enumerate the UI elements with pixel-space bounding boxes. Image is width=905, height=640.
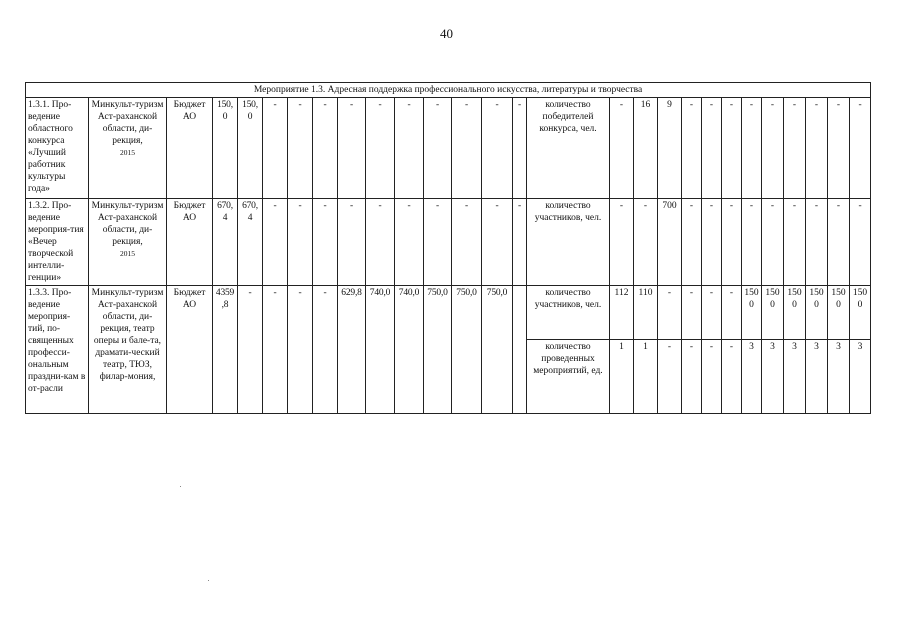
amount-cell: 670,4 xyxy=(213,199,238,286)
indicator-label: количество проведенных мероприятий, ед. xyxy=(527,340,610,414)
amount-cell: - xyxy=(288,98,313,199)
amount-cell: - xyxy=(482,98,513,199)
indicator-value: - xyxy=(610,98,634,199)
amount-cell: - xyxy=(313,199,338,286)
indicator-value: - xyxy=(702,199,722,286)
table-row xyxy=(26,98,871,199)
indicator-value: 1500 xyxy=(762,286,784,340)
indicator-value: - xyxy=(702,98,722,199)
measure-name: 1.3.1. Про-ведение областного конкурса «Лучший работник культуры года» xyxy=(26,98,89,199)
indicator-value: - xyxy=(762,98,784,199)
amount-cell: 670,4 xyxy=(238,199,263,286)
indicator-value: - xyxy=(828,98,850,199)
indicator-value: 3 xyxy=(742,340,762,414)
page-number: 40 xyxy=(440,26,453,41)
amount-cell: 750,0 xyxy=(452,286,482,414)
indicator-value: 16 xyxy=(634,98,658,199)
indicator-value: - xyxy=(682,98,702,199)
amount-cell: 150,0 xyxy=(213,98,238,199)
executor-text: Минкульт-туризм Аст-раханской области, ди-рекция, xyxy=(91,201,164,247)
scan-speck xyxy=(180,486,181,487)
amount-cell: 740,0 xyxy=(366,286,395,414)
indicator-value: - xyxy=(722,286,742,340)
amount-cell: 4359,8 xyxy=(213,286,238,414)
indicator-value: 110 xyxy=(634,286,658,340)
funding-source: Бюджет АО xyxy=(167,286,213,414)
amount-cell: - xyxy=(513,98,527,199)
indicator-value: - xyxy=(806,199,828,286)
executor xyxy=(89,199,167,286)
event-header-row xyxy=(26,83,871,98)
amount-cell: 750,0 xyxy=(482,286,513,414)
amount-cell xyxy=(513,286,527,414)
program-table xyxy=(25,82,871,414)
executor xyxy=(89,98,167,199)
amount-cell: - xyxy=(338,199,366,286)
indicator-value: 3 xyxy=(806,340,828,414)
indicator-value: 1500 xyxy=(828,286,850,340)
amount-cell: 629,8 xyxy=(338,286,366,414)
executor xyxy=(89,286,167,414)
executor-year: 2015 xyxy=(120,148,135,157)
amount-cell: - xyxy=(366,98,395,199)
indicator-value: - xyxy=(762,199,784,286)
amount-cell: - xyxy=(452,98,482,199)
amount-cell: - xyxy=(366,199,395,286)
indicator-value: 1 xyxy=(634,340,658,414)
indicator-value: - xyxy=(850,98,871,199)
amount-cell: - xyxy=(395,199,424,286)
indicator-value: 3 xyxy=(828,340,850,414)
amount-cell: - xyxy=(513,199,527,286)
indicator-value: - xyxy=(784,98,806,199)
executor-year: 2015 xyxy=(120,249,135,258)
amount-cell: - xyxy=(263,199,288,286)
amount-cell: - xyxy=(452,199,482,286)
indicator-value: - xyxy=(682,286,702,340)
indicator-value: 1500 xyxy=(784,286,806,340)
indicator-value: 3 xyxy=(762,340,784,414)
executor-text: Минкульт-туризм Аст-раханской области, ди-рекция, xyxy=(91,100,164,146)
amount-cell: - xyxy=(238,286,263,414)
indicator-label: количество участников, чел. xyxy=(527,286,610,340)
amount-cell: - xyxy=(313,98,338,199)
indicator-value: 1500 xyxy=(742,286,762,340)
amount-cell: - xyxy=(395,98,424,199)
amount-cell: - xyxy=(288,199,313,286)
indicator-value: 112 xyxy=(610,286,634,340)
indicator-value: - xyxy=(784,199,806,286)
measure-name: 1.3.2. Про-ведение мероприя-тия «Вечер творческой интелли-генции» xyxy=(26,199,89,286)
amount-cell: - xyxy=(288,286,313,414)
indicator-value: - xyxy=(722,199,742,286)
amount-cell: - xyxy=(338,98,366,199)
amount-cell: 740,0 xyxy=(395,286,424,414)
measure-name: 1.3.3. Про-ведение мероприя-тий, по-священных професси-ональным праздни-кам в от-расли xyxy=(26,286,89,414)
indicator-value: 9 xyxy=(658,98,682,199)
indicator-value: - xyxy=(682,199,702,286)
indicator-value: - xyxy=(658,286,682,340)
amount-cell: 150,0 xyxy=(238,98,263,199)
amount-cell: - xyxy=(424,98,452,199)
funding-source: Бюджет АО xyxy=(167,98,213,199)
indicator-value: - xyxy=(722,98,742,199)
indicator-value: - xyxy=(828,199,850,286)
indicator-value: - xyxy=(702,286,722,340)
amount-cell: - xyxy=(263,286,288,414)
indicator-value: - xyxy=(658,340,682,414)
indicator-value: 3 xyxy=(850,340,871,414)
indicator-value: 700 xyxy=(658,199,682,286)
event-header: Мероприятие 1.3. Адресная поддержка профессионального искусства, литературы и творчества xyxy=(26,83,871,98)
executor-text: Минкульт-туризм Аст-раханской области, ди-рекция, театр оперы и бале-та, драмати-ческий театр, ТЮЗ, филар-мония, xyxy=(91,288,164,382)
funding-source: Бюджет АО xyxy=(167,199,213,286)
amount-cell: - xyxy=(313,286,338,414)
indicator-value: - xyxy=(634,199,658,286)
scan-speck xyxy=(208,580,209,581)
indicator-value: 1500 xyxy=(806,286,828,340)
indicator-value: - xyxy=(742,98,762,199)
indicator-label: количество победителей конкурса, чел. xyxy=(527,98,610,199)
table-row xyxy=(26,199,871,286)
indicator-value: - xyxy=(722,340,742,414)
table-row xyxy=(26,286,871,340)
indicator-value: - xyxy=(850,199,871,286)
indicator-value: - xyxy=(742,199,762,286)
indicator-value: 1 xyxy=(610,340,634,414)
amount-cell: 750,0 xyxy=(424,286,452,414)
amount-cell: - xyxy=(263,98,288,199)
amount-cell: - xyxy=(482,199,513,286)
indicator-value: - xyxy=(610,199,634,286)
indicator-value: 1500 xyxy=(850,286,871,340)
indicator-value: - xyxy=(806,98,828,199)
indicator-value: - xyxy=(682,340,702,414)
indicator-label: количество участников, чел. xyxy=(527,199,610,286)
amount-cell: - xyxy=(424,199,452,286)
indicator-value: 3 xyxy=(784,340,806,414)
indicator-value: - xyxy=(702,340,722,414)
